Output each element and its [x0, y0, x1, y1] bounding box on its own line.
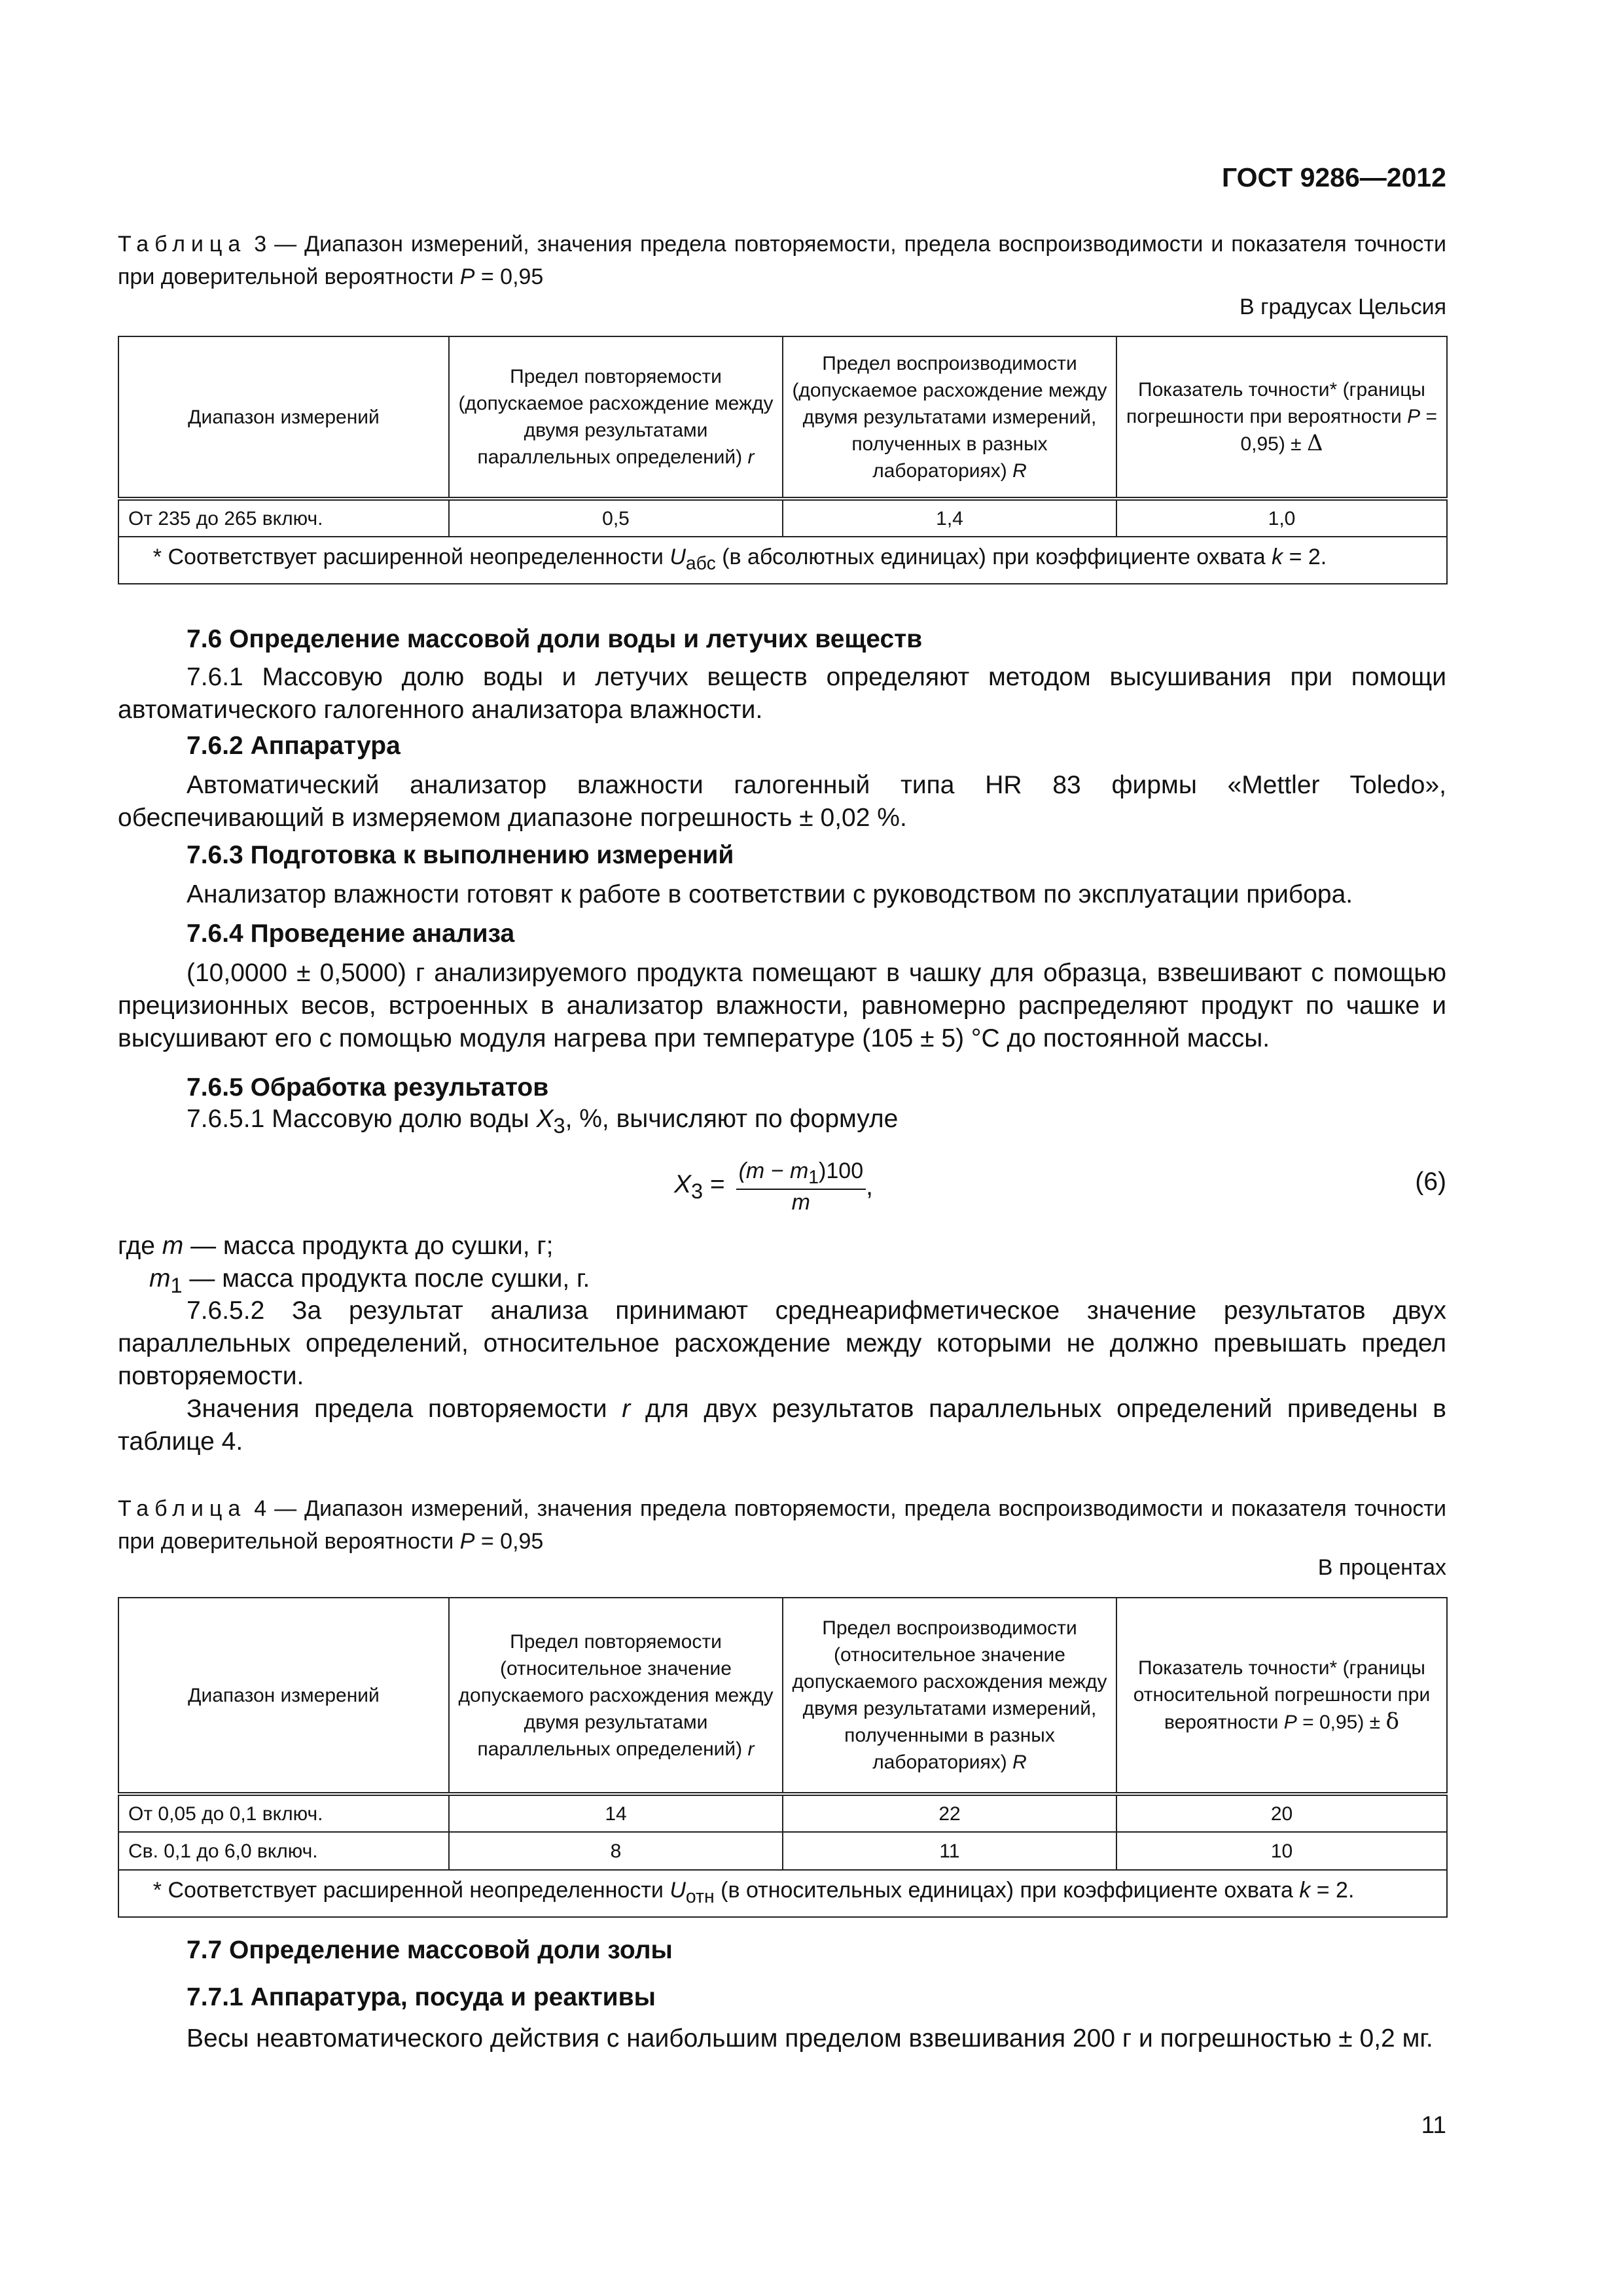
- paragraph-table-reference: Значения предела повторяемости r для двух результатов параллельных определений приведены в таблице 4.: [118, 1395, 1447, 1456]
- table4-col-range: Диапазон измерений: [118, 1598, 449, 1794]
- table3-col-reproducibility: Предел воспроизводимости (допускаемое расхождение между двумя результатами измерений, полученных в разных лабораториях) R: [783, 336, 1116, 499]
- table4: [118, 1597, 1448, 1918]
- table-row: От 0,05 до 0,1 включ. 14 22 20: [118, 1794, 1447, 1832]
- section-7-7-1-title: 7.7.1 Аппаратура, посуда и реактивы: [187, 1983, 656, 2011]
- table4-footnote: * Соответствует расширенной неопределенности $U_{отн}$ (в относительных единицах) при коэффициенте охвата k = 2.: [118, 1870, 1447, 1917]
- section-7-6-title: 7.6 Определение массовой доли воды и летучих веществ: [187, 625, 923, 653]
- page-number: 11: [1421, 2111, 1446, 2138]
- table3-header-row: [118, 336, 1447, 499]
- table4-caption: Таблица 4 — Диапазон измерений, значения предела повторяемости, предела воспроизводимости и показателя точности при доверительной вероятности P = 0,95: [118, 1496, 1446, 1554]
- formula-6: $X_3$ = $\frac{(m - m_1)100}{m}$ ,: [674, 1158, 873, 1215]
- paragraph-7-6-5-2: 7.6.5.2 За результат анализа принимают среднеарифметическое значение результатов двух параллельных определений, относительное расхождение между которыми не должно превышать предел повторяемости.: [118, 1297, 1446, 1390]
- where-m: где m — масса продукта до сушки, г;: [118, 1232, 554, 1260]
- formula-number: (6): [1415, 1168, 1446, 1196]
- table4-col-repeatability: Предел повторяемости (относительное значение допускаемого расхождения между двумя результатами параллельных определений) r: [449, 1598, 783, 1794]
- section-7-7-title: 7.7 Определение массовой доли золы: [187, 1936, 673, 1964]
- section-7-6-3-title: 7.6.3 Подготовка к выполнению измерений: [187, 841, 734, 869]
- table4-col-reproducibility: Предел воспроизводимости (относительное значение допускаемого расхождения между двумя результатами измерений, полученными в разных лабораториях) R: [783, 1598, 1116, 1794]
- section-7-6-5-title: 7.6.5 Обработка результатов: [187, 1073, 549, 1102]
- table3-col-repeatability: Предел повторяемости (допускаемое расхождение между двумя результатами параллельных определений) r: [449, 336, 783, 499]
- table3: [118, 336, 1448, 584]
- table4-header-row: [118, 1598, 1447, 1794]
- document-code: ГОСТ 9286—2012: [1221, 162, 1446, 192]
- table-row: От 235 до 265 включ. 0,5 1,4 1,0: [118, 499, 1447, 537]
- table3-caption: Таблица 3 — Диапазон измерений, значения предела повторяемости, предела воспроизводимости и показателя точности при доверительной вероятности P = 0,95: [118, 232, 1446, 289]
- where-m1: $m_1$ — масса продукта после сушки, г.: [149, 1265, 590, 1297]
- table3-col-accuracy: Показатель точности* (границы погрешности при вероятности P = 0,95) ± Δ: [1116, 336, 1447, 499]
- paragraph-7-6-3: Анализатор влажности готовят к работе в соответствии с руководством по эксплуатации прибора.: [187, 880, 1353, 908]
- paragraph-7-6-2: Автоматический анализатор влажности галогенный типа HR 83 фирмы «Mettler Toledo», обеспечивающий в измеряемом диапазоне погрешность ± 0,02 %.: [118, 771, 1446, 832]
- section-7-6-2-title: 7.6.2 Аппаратура: [187, 732, 401, 760]
- paragraph-7-7-1: Весы неавтоматического действия с наибольшим пределом взвешивания 200 г и погрешностью ± 0,2 мг.: [187, 2024, 1433, 2053]
- paragraph-7-6-1: 7.6.1 Массовую долю воды и летучих веществ определяют методом высушивания при помощи автоматического галогенного анализатора влажности.: [118, 663, 1446, 724]
- section-7-6-4-title: 7.6.4 Проведение анализа: [187, 920, 515, 948]
- table4-col-accuracy: Показатель точности* (границы относительной погрешности при вероятности P = 0,95) ± δ: [1116, 1598, 1447, 1794]
- table3-footnote: * Соответствует расширенной неопределенности $U_{абс}$ (в абсолютных единицах) при коэффициенте охвата k = 2.: [118, 537, 1447, 584]
- table3-col-range: Диапазон измерений: [118, 336, 449, 499]
- table4-unit: В процентах: [1317, 1555, 1446, 1580]
- table3-unit: В градусах Цельсия: [1239, 295, 1446, 319]
- paragraph-7-6-5-1: 7.6.5.1 Массовую долю воды $X_3$, %, вычисляют по формуле: [187, 1105, 899, 1138]
- paragraph-7-6-4: (10,0000 ± 0,5000) г анализируемого продукта помещают в чашку для образца, взвешивают с помощью прецизионных весов, встроенных в анализатор влажности, равномерно распределяют продукт по чашке и высушивают его с помощью модуля нагрева при температуре (105 ± 5) °С до постоянной массы.: [118, 959, 1446, 1052]
- table-row: Св. 0,1 до 6,0 включ. 8 11 10: [118, 1832, 1447, 1870]
